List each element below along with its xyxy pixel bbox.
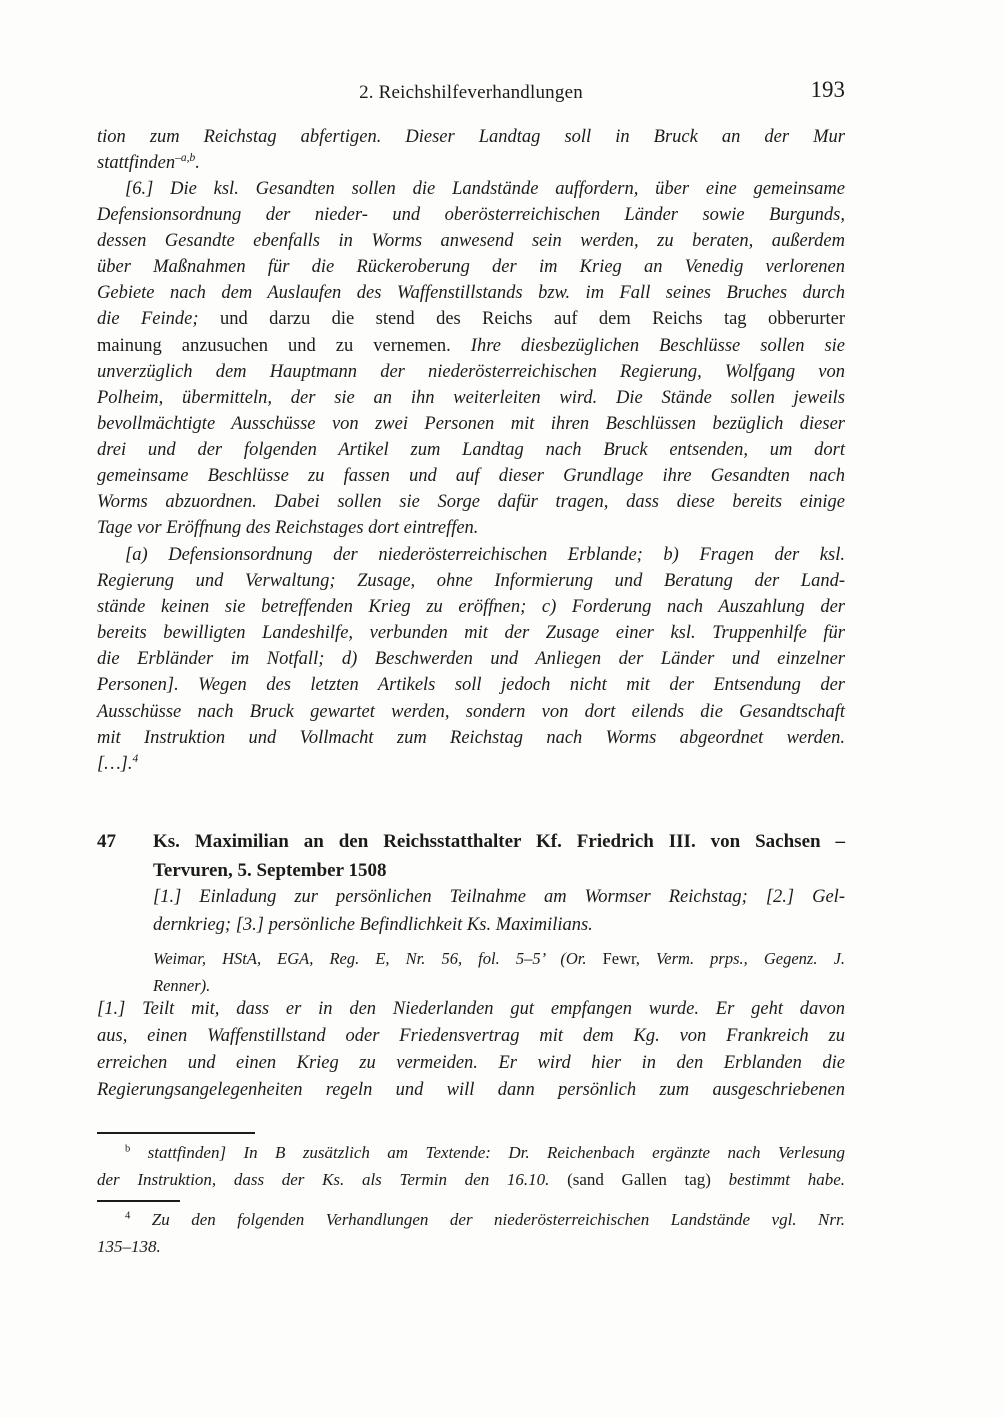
- text-line: [97, 306, 845, 332]
- text-line: [97, 1234, 845, 1261]
- text-line: [153, 972, 845, 999]
- text-line: [153, 912, 845, 940]
- text-line: [97, 176, 845, 202]
- para-1-bericht: [97, 996, 845, 1104]
- para-artikel-a-d: [97, 542, 845, 777]
- text-segment: Gebiete nach dem Auslaufen des Waffenstillstands bzw. im Fall seines Bruches durch: [97, 283, 845, 304]
- text-line: [97, 542, 845, 568]
- text-segment: Worms abzuordnen. Dabei sollen sie Sorge dafür tragen, dass diese bereits einige: [97, 492, 845, 513]
- text-line: [97, 385, 845, 411]
- text-line: [97, 1023, 845, 1050]
- section-title: 2. Reichshilfeverhandlungen: [359, 82, 583, 103]
- text-segment: aus, einen Waffenstillstand oder Friedensvertrag mit dem Kg. von Frankreich zu: [97, 1026, 845, 1046]
- text-line: [97, 568, 845, 594]
- text-segment: Ihre diesbezüglichen Beschlüsse sollen sie: [470, 335, 845, 356]
- text-line: [97, 1207, 845, 1234]
- text-segment: –a,b: [175, 151, 196, 164]
- text-segment: mainung anzusuchen und zu vernemen.: [97, 335, 471, 356]
- archive-reference: [153, 945, 845, 999]
- text-segment: [a) Defensionsordnung der niederösterreichischen Erblande; b) Fragen der ksl.: [125, 545, 845, 565]
- entry-number: [97, 828, 147, 857]
- text-segment: […].: [97, 753, 133, 774]
- text-line: [97, 411, 845, 437]
- text-segment: b: [125, 1143, 131, 1155]
- text-segment: bestimmt habe.: [728, 1169, 845, 1189]
- text-line: [97, 124, 845, 150]
- text-line: [97, 280, 845, 306]
- text-line: [97, 672, 845, 698]
- text-segment: Regierung und Verwaltung; Zusage, ohne Informierung und Beratung der Land-: [97, 571, 845, 592]
- text-segment: 4: [125, 1210, 131, 1222]
- text-segment: Ausschüsse nach Bruck gewartet werden, sondern von dort eilends die Gesandtschaft: [97, 701, 845, 722]
- text-segment: drei und der folgenden Artikel zum Landtag nach Bruck entsenden, um dort: [97, 439, 845, 460]
- footnote-b: [97, 1140, 845, 1193]
- text-line: [153, 945, 845, 972]
- text-segment: Weimar, HStA, EGA, Reg. E, Nr. 56, fol. 5–5’ (Or.: [153, 949, 603, 968]
- text-line: [97, 725, 845, 751]
- text-segment: [6.] Die ksl. Gesandten sollen die Landstände auffordern, über eine gemeinsame: [125, 179, 845, 199]
- text-segment: 47: [97, 831, 116, 852]
- text-segment: Renner).: [153, 976, 211, 995]
- text-line: [97, 333, 845, 359]
- text-segment: bevollmächtigte Ausschüsse von zwei Personen mit ihren Beschlüssen bezüglich dieser: [97, 413, 845, 434]
- text-line: [97, 1167, 845, 1194]
- text-line: [97, 489, 845, 515]
- text-segment: der Instruktion, dass der Ks. als Termin den 16.10.: [97, 1169, 568, 1189]
- text-line: [97, 228, 845, 254]
- text-segment: Tage vor Eröffnung des Reichstages dort eintreffen.: [97, 518, 479, 539]
- running-header: [97, 77, 845, 108]
- text-segment: Zu den folgenden Verhandlungen der niederösterreichischen Landstände vgl. Nrr.: [130, 1210, 845, 1229]
- text-line: [97, 646, 845, 672]
- text-segment: (sand Gallen tag): [567, 1169, 729, 1189]
- text-line: [97, 620, 845, 646]
- text-line: [97, 437, 845, 463]
- text-segment: gemeinsame Beschlüsse zu fassen und auf dieser Grundlage ihre Gesandten nach: [97, 466, 845, 487]
- text-line: [97, 202, 845, 228]
- text-line: [97, 594, 845, 620]
- footnote-separator-rule: [97, 1200, 180, 1202]
- text-segment: stattfinden] In B zusätzlich am Textende: Dr. Reichenbach ergänzte nach Verlesung: [130, 1143, 845, 1162]
- text-segment: .: [195, 153, 200, 174]
- text-segment: stände keinen sie betreffenden Krieg zu eröffnen; c) Forderung nach Auszahlung der: [97, 597, 845, 618]
- text-line: [153, 828, 845, 857]
- text-segment: [1.] Teilt mit, dass er in den Niederlanden gut empfangen wurde. Er geht davon: [97, 999, 845, 1019]
- text-line: [97, 699, 845, 725]
- text-line: [97, 1140, 845, 1167]
- footnote-4: [97, 1207, 845, 1260]
- text-line: [97, 359, 845, 385]
- text-segment: Fewr,: [602, 949, 657, 968]
- text-segment: erreichen und einen Krieg zu vermeiden. Er wird hier in den Erblanden die: [97, 1053, 845, 1073]
- entry-heading: [153, 828, 845, 885]
- para-6-gesandten: [97, 176, 845, 541]
- footnote-separator-rule: [97, 1132, 255, 1134]
- text-segment: unverzüglich dem Hauptmann der niederösterreichischen Regierung, Wolfgang von: [97, 361, 845, 382]
- text-segment: die Feinde;: [97, 309, 199, 330]
- text-segment: Personen]. Wegen des letzten Artikels soll jedoch nicht mit der Entsendung der: [97, 675, 845, 696]
- text-segment: Polheim, übermitteln, der sie an ihn weiterleiten wird. Die Stände sollen jeweils: [97, 387, 845, 408]
- text-segment: Defensionsordnung der nieder- und oberösterreichischen Länder sowie Burgunds,: [97, 205, 845, 226]
- text-segment: und darzu die stend des Reichs auf dem Reichs tag obberurter: [198, 309, 846, 330]
- text-line: [153, 857, 845, 886]
- text-segment: tion zum Reichstag abfertigen. Dieser Landtag soll in Bruck an der Mur: [97, 127, 845, 147]
- entry-summary: [153, 884, 845, 939]
- text-line: [97, 1050, 845, 1077]
- text-segment: bereits bewilligten Landeshilfe, verbunden mit der Zusage einer ksl. Truppenhilfe für: [97, 623, 845, 644]
- text-segment: Ks. Maximilian an den Reichsstatthalter Kf. Friedrich III. von Sachsen –: [153, 831, 845, 852]
- text-segment: 135–138.: [97, 1236, 161, 1256]
- text-segment: dernkrieg; [3.] persönliche Befindlichkeit Ks. Maximilians.: [153, 914, 593, 935]
- text-line: [97, 996, 845, 1023]
- text-segment: [1.] Einladung zur persönlichen Teilnahme am Wormser Reichstag; [2.] Gel-: [153, 887, 845, 907]
- text-segment: stattfinden: [97, 153, 176, 174]
- text-segment: dessen Gesandte ebenfalls in Worms anwesend sein werden, zu beraten, außerdem: [97, 231, 845, 252]
- text-segment: Regierungsangelegenheiten regeln und will dann persönlich zum ausgeschriebenen: [97, 1080, 845, 1100]
- text-segment: über Maßnahmen für die Rückeroberung der im Krieg an Venedig verlorenen: [97, 257, 845, 278]
- page-number: 193: [810, 77, 845, 102]
- text-line: [97, 150, 845, 176]
- text-segment: Verm. prps., Gegenz. J.: [656, 949, 846, 968]
- text-segment: Tervuren, 5. September 1508: [153, 859, 387, 881]
- text-segment: 4: [132, 752, 139, 765]
- text-line: [97, 254, 845, 280]
- para-continuation: [97, 124, 845, 176]
- text-segment: die Erbländer im Notfall; d) Beschwerden und Anliegen der Länder und einzelner: [97, 649, 845, 670]
- text-line: [97, 828, 147, 857]
- text-line: [97, 751, 845, 777]
- text-line: [153, 884, 845, 912]
- text-segment: mit Instruktion und Vollmacht zum Reichstag nach Worms abgeordnet werden.: [97, 727, 845, 748]
- text-line: [97, 515, 845, 541]
- text-line: [97, 1077, 845, 1104]
- text-line: [97, 463, 845, 489]
